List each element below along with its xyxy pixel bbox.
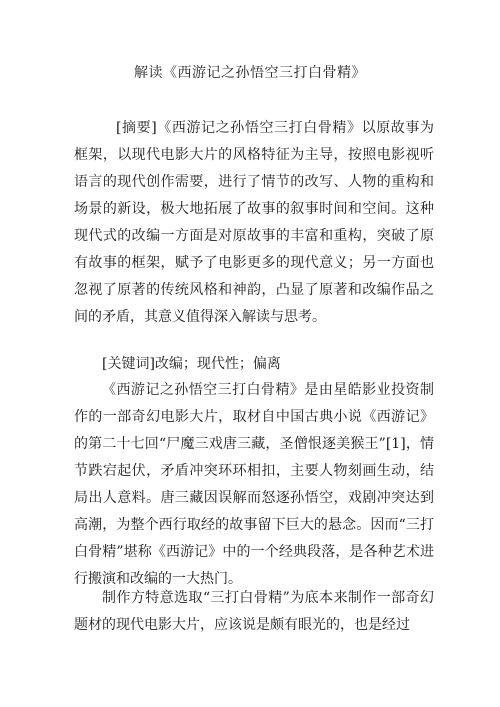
body-paragraph-2: 制作方特意选取“三打白骨精”为底本来制作一部奇幻题材的现代电影大片，应该说是颇有眼光的，也是经过 [74, 590, 434, 633]
keywords-line: [关键词]改编；现代性；偏离 [102, 356, 281, 372]
abstract-paragraph: [摘要]《西游记之孙悟空三打白骨精》以原故事为框架，以现代电影大片的风格特征为主导，按照电影视听语言的现代创作需要，进行了情节的改写、人物的重构和场景的新设，极大地拓展了故事的叙事时间和空间。这种现代式的改编一方面是对原故事的丰富和重构，突破了原有故事的框架，赋予了电影更多的现代意义；另一方面也忽视了原著的传统风格和神韵，凸显了原著和改编作品之间的矛盾，其意义值得深入解读与思考。 [74, 120, 434, 325]
document-title: 解读《西游记之孙悟空三打白骨精》 [134, 65, 366, 81]
body-paragraph-1: 《西游记之孙悟空三打白骨精》是由星皓影业投资制作的一部奇幻电影大片，取材自中国古典小说《西游记》的第二十七回“尸魔三戏唐三藏，圣僧恨逐美猴王”[1]，情节跌宕起伏，矛盾冲突环环相扣，主要人物刻画生动，结局出人意料。唐三藏因误解而怒逐孙悟空，戏剧冲突达到高潮，为整个西行取经的故事留下巨大的悬念。因而“三打白骨精”堪称《西游记》中的一个经典段落，是各种艺术进行搬演和改编的一大热门。 [74, 382, 434, 587]
